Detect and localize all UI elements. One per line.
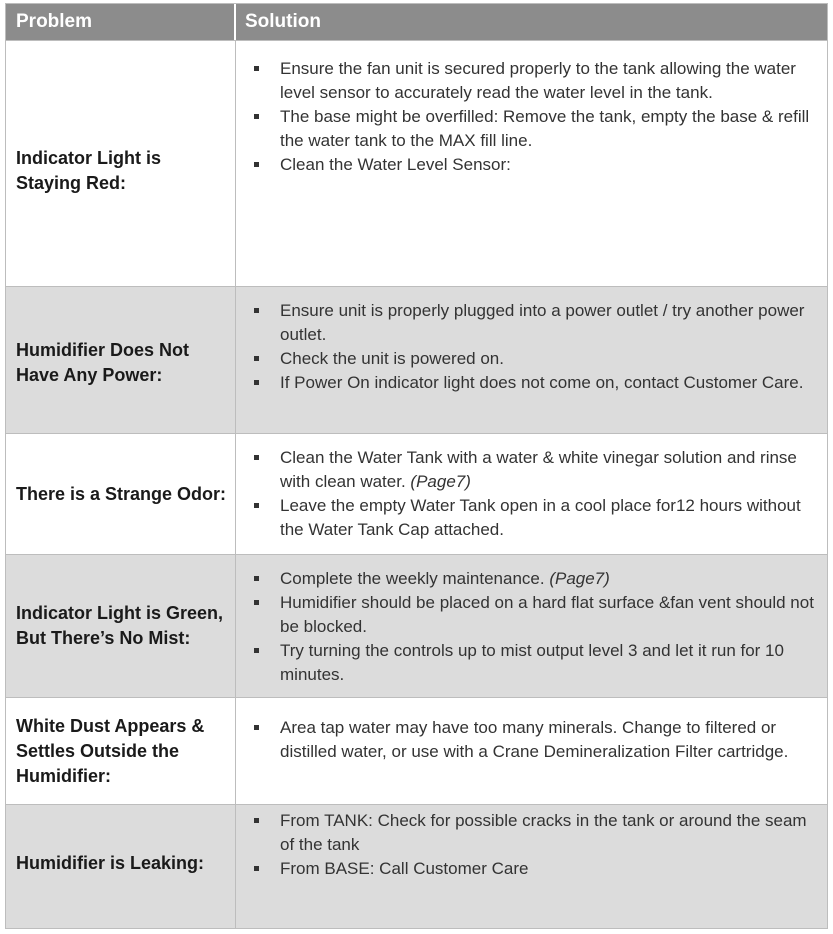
- solution-list: [246, 299, 815, 395]
- list-item: Complete the weekly maintenance. (Page7): [246, 567, 815, 591]
- solution-cell: [236, 434, 827, 554]
- list-item: Ensure unit is properly plugged into a power outlet / try another power outlet.: [246, 299, 815, 347]
- bullet-icon: [254, 308, 259, 313]
- list-item: Humidifier should be placed on a hard flat surface &fan vent should not be blocked.: [246, 591, 815, 639]
- problem-cell: Indicator Light is Staying Red:: [6, 41, 236, 286]
- solution-list: [246, 57, 815, 177]
- solution-cell: [236, 698, 827, 804]
- bullet-icon: [254, 576, 259, 581]
- bullet-icon: [254, 503, 259, 508]
- problem-cell: White Dust Appears & Settles Outside the Humidifier:: [6, 698, 236, 804]
- table-row: [6, 697, 827, 804]
- list-item: Leave the empty Water Tank open in a cool place for12 hours without the Water Tank Cap attached.: [246, 494, 815, 542]
- table-row: [6, 804, 827, 928]
- problem-cell: Indicator Light is Green, But There’s No Mist:: [6, 555, 236, 697]
- bullet-icon: [254, 725, 259, 730]
- list-item: Ensure the fan unit is secured properly to the tank allowing the water level sensor to accurately read the water level in the tank.: [246, 57, 815, 105]
- bullet-icon: [254, 455, 259, 460]
- solution-list: [246, 716, 815, 764]
- solution-cell: [236, 555, 827, 697]
- header-problem: Problem: [6, 4, 236, 40]
- list-item: Area tap water may have too many minerals. Change to filtered or distilled water, or use with a Crane Demineralization Filter cartridge.: [246, 716, 815, 764]
- page-reference: (Page7): [410, 472, 471, 491]
- bullet-icon: [254, 66, 259, 71]
- bullet-icon: [254, 162, 259, 167]
- solution-cell: [236, 805, 827, 928]
- list-item: If Power On indicator light does not come on, contact Customer Care.: [246, 371, 815, 395]
- bullet-icon: [254, 380, 259, 385]
- bullet-icon: [254, 114, 259, 119]
- header-solution: Solution: [245, 11, 321, 32]
- table-header: [6, 4, 827, 40]
- list-item: Try turning the controls up to mist output level 3 and let it run for 10 minutes.: [246, 639, 815, 687]
- table-row: [6, 286, 827, 433]
- problem-cell: Humidifier Does Not Have Any Power:: [6, 287, 236, 433]
- bullet-icon: [254, 818, 259, 823]
- list-item: Clean the Water Level Sensor:: [246, 153, 815, 177]
- list-item: From TANK: Check for possible cracks in the tank or around the seam of the tank: [246, 809, 815, 857]
- page-reference: (Page7): [549, 569, 610, 588]
- list-item: Check the unit is powered on.: [246, 347, 815, 371]
- bullet-icon: [254, 600, 259, 605]
- problem-cell: There is a Strange Odor:: [6, 434, 236, 554]
- table-row: [6, 554, 827, 697]
- list-item: Clean the Water Tank with a water & white vinegar solution and rinse with clean water. (Page7): [246, 446, 815, 494]
- solution-list: [246, 567, 815, 687]
- bullet-icon: [254, 648, 259, 653]
- table-row: [6, 433, 827, 554]
- solution-cell: [236, 287, 827, 433]
- bullet-icon: [254, 866, 259, 871]
- table-row: [6, 40, 827, 286]
- troubleshooting-table: [5, 3, 828, 929]
- solution-list: [246, 446, 815, 542]
- bullet-icon: [254, 356, 259, 361]
- solution-list: [246, 809, 815, 881]
- solution-cell: [236, 41, 827, 286]
- list-item: The base might be overfilled: Remove the tank, empty the base & refill the water tank to the MAX fill line.: [246, 105, 815, 153]
- problem-cell: Humidifier is Leaking:: [6, 805, 236, 928]
- list-item: From BASE: Call Customer Care: [246, 857, 815, 881]
